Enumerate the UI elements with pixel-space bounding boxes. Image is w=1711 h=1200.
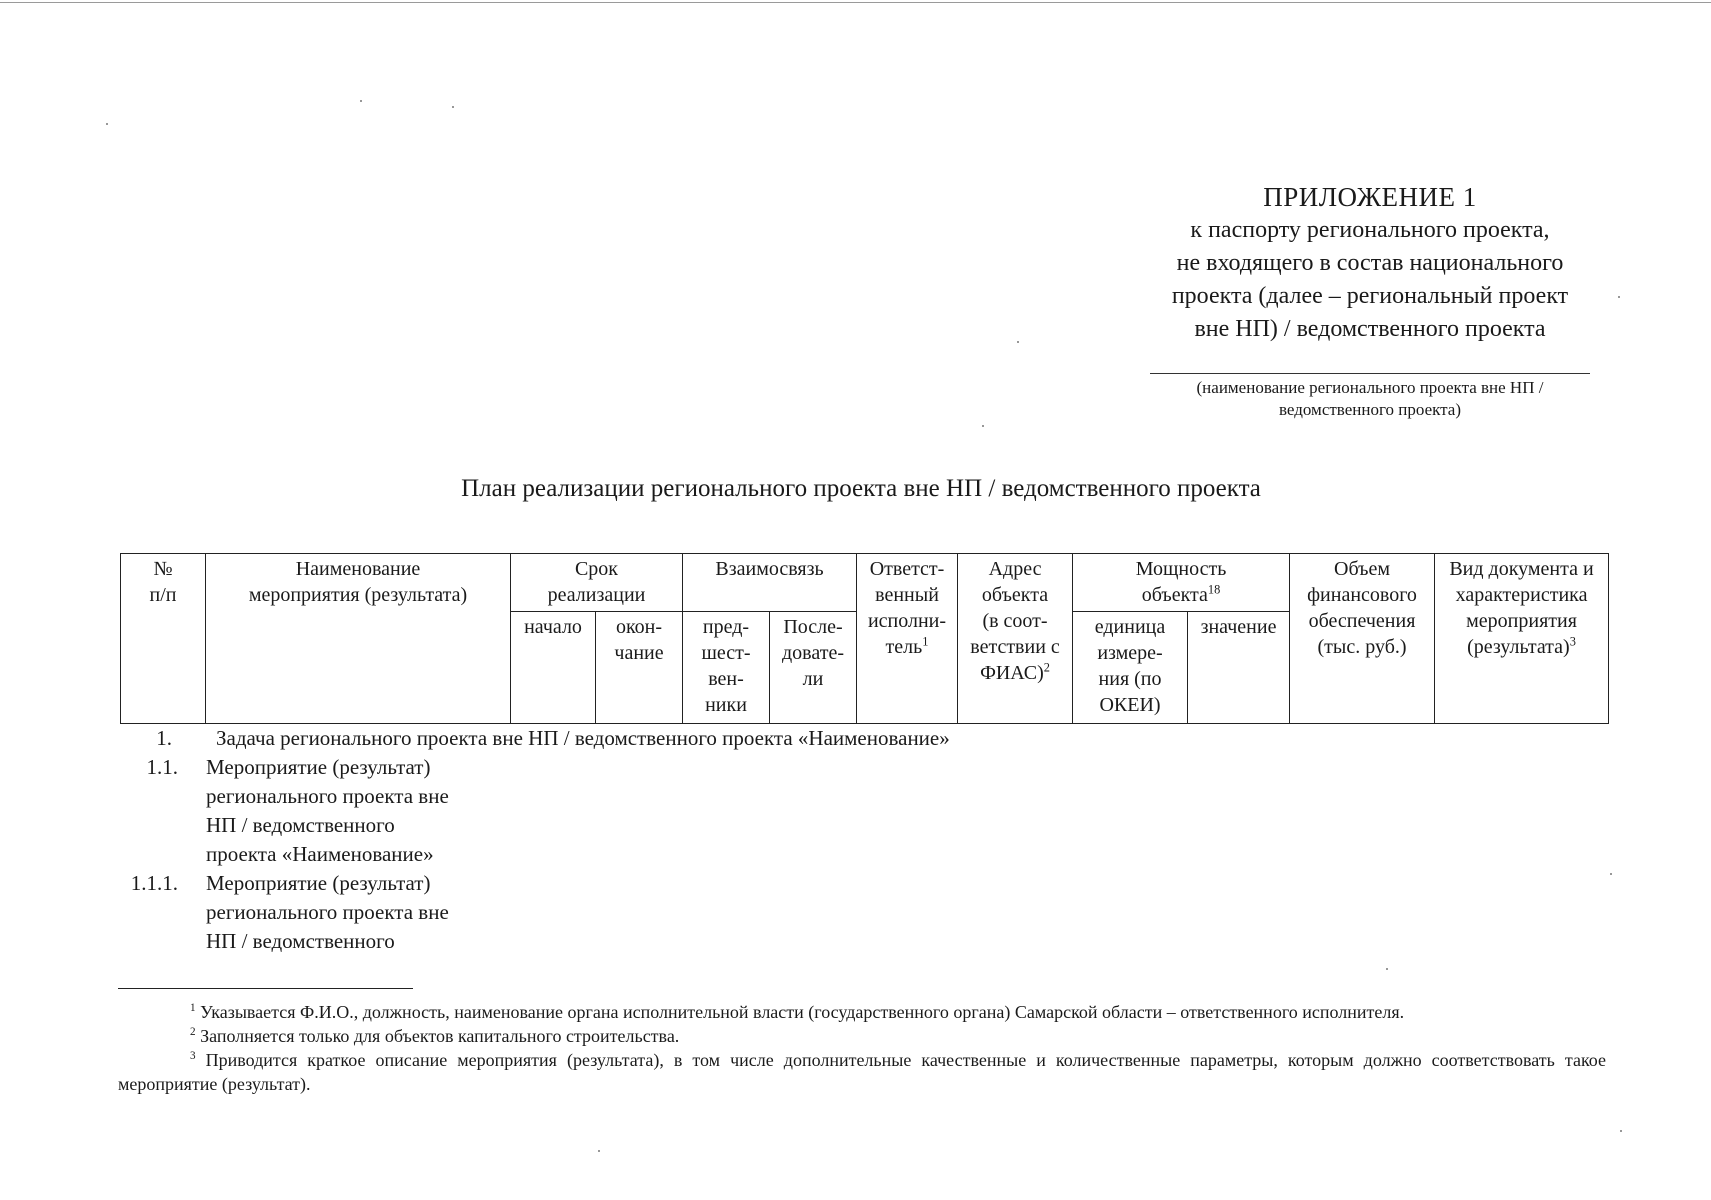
appendix-line: проекта (далее – региональный проект	[1171, 283, 1569, 309]
plan-table	[120, 553, 1609, 724]
footnote-ref: 2	[1043, 660, 1050, 675]
footnote-ref: 3	[1569, 634, 1576, 649]
header-link: Взаимосвязь	[683, 554, 857, 612]
header-predecessors: пред- шест- вен- ники	[683, 612, 770, 724]
project-name-caption	[1150, 377, 1590, 421]
appendix-heading	[1140, 180, 1600, 346]
header-value: значение	[1188, 612, 1290, 724]
header-term-end: окон- чание	[596, 612, 683, 724]
scan-top-edge	[0, 2, 1711, 3]
footnotes	[118, 1000, 1606, 1096]
footnote-ref: 18	[1207, 582, 1221, 597]
header-term-start: начало	[511, 612, 596, 724]
row-text: Задача регионального проекта вне НП / ведомственного проекта «Наименование»	[216, 726, 950, 750]
appendix-line: не входящего в состав национального	[1176, 250, 1564, 276]
scan-speck	[1618, 296, 1620, 298]
caption-line: ведомственного проекта)	[1278, 400, 1461, 419]
footnote-ref: 1	[922, 634, 929, 649]
appendix-line: к паспорту регионального проекта,	[1190, 217, 1550, 243]
row-text: Мероприятие (результат) регионального проекта вне НП / ведомственного проекта «Наименование»	[206, 755, 449, 866]
appendix-line: вне НП) / ведомственного проекта	[1194, 316, 1546, 342]
scan-speck	[1610, 873, 1612, 875]
scan-speck	[598, 1150, 600, 1152]
scan-speck	[1386, 968, 1388, 970]
footnote: $^1$ Указывается Ф.И.О., должность, наименование органа исполнительной власти (государственного органа) Самарской области – ответственного исполнителя.	[190, 1002, 1405, 1022]
row-number: 1.1.1.	[130, 871, 178, 895]
caption-line: (наименование регионального проекта вне НП /	[1196, 378, 1544, 397]
header-responsible: Ответст- венный исполни- тель$^1$	[857, 554, 958, 724]
footnote: $^2$ Заполняется только для объектов капитального строительства.	[190, 1026, 680, 1046]
footnote: $^3$ Приводится краткое описание мероприятия (результата), в том числе дополнительные качественные и количественные параметры, которым должно соответствовать такое мероприятие (результат).	[118, 1050, 1606, 1094]
row-number: 1.	[156, 726, 172, 750]
header-num: № п/п	[121, 554, 206, 724]
appendix-title: ПРИЛОЖЕНИЕ 1	[1263, 182, 1477, 212]
header-document-type: Вид документа и характеристика мероприятия (результата)$^3$	[1435, 554, 1609, 724]
scan-speck	[982, 425, 984, 427]
header-address: Адрес объекта (в соот- ветствии с ФИАС)$^2$	[958, 554, 1073, 724]
header-unit: единица измере- ния (по ОКЕИ)	[1073, 612, 1188, 724]
row-text: Мероприятие (результат) регионального проекта вне НП / ведомственного	[206, 871, 449, 953]
header-financing: Объем финансового обеспечения (тыс. руб.)	[1290, 554, 1435, 724]
scan-speck	[106, 123, 108, 125]
header-term: Срок реализации	[511, 554, 683, 612]
scan-speck	[1620, 1130, 1622, 1132]
header-name: Наименование мероприятия (результата)	[206, 554, 511, 724]
row-number: 1.1.	[146, 755, 178, 779]
scan-speck	[360, 100, 362, 102]
header-capacity: Мощность объекта$^{18}$	[1073, 554, 1290, 612]
header-successors: После- довате- ли	[770, 612, 857, 724]
scan-speck	[452, 106, 454, 108]
project-name-fill-line	[1150, 373, 1590, 374]
footnote-separator	[118, 988, 413, 989]
scan-speck	[1017, 341, 1019, 343]
plan-title: План реализации регионального проекта вне НП / ведомственного проекта	[461, 475, 1261, 502]
